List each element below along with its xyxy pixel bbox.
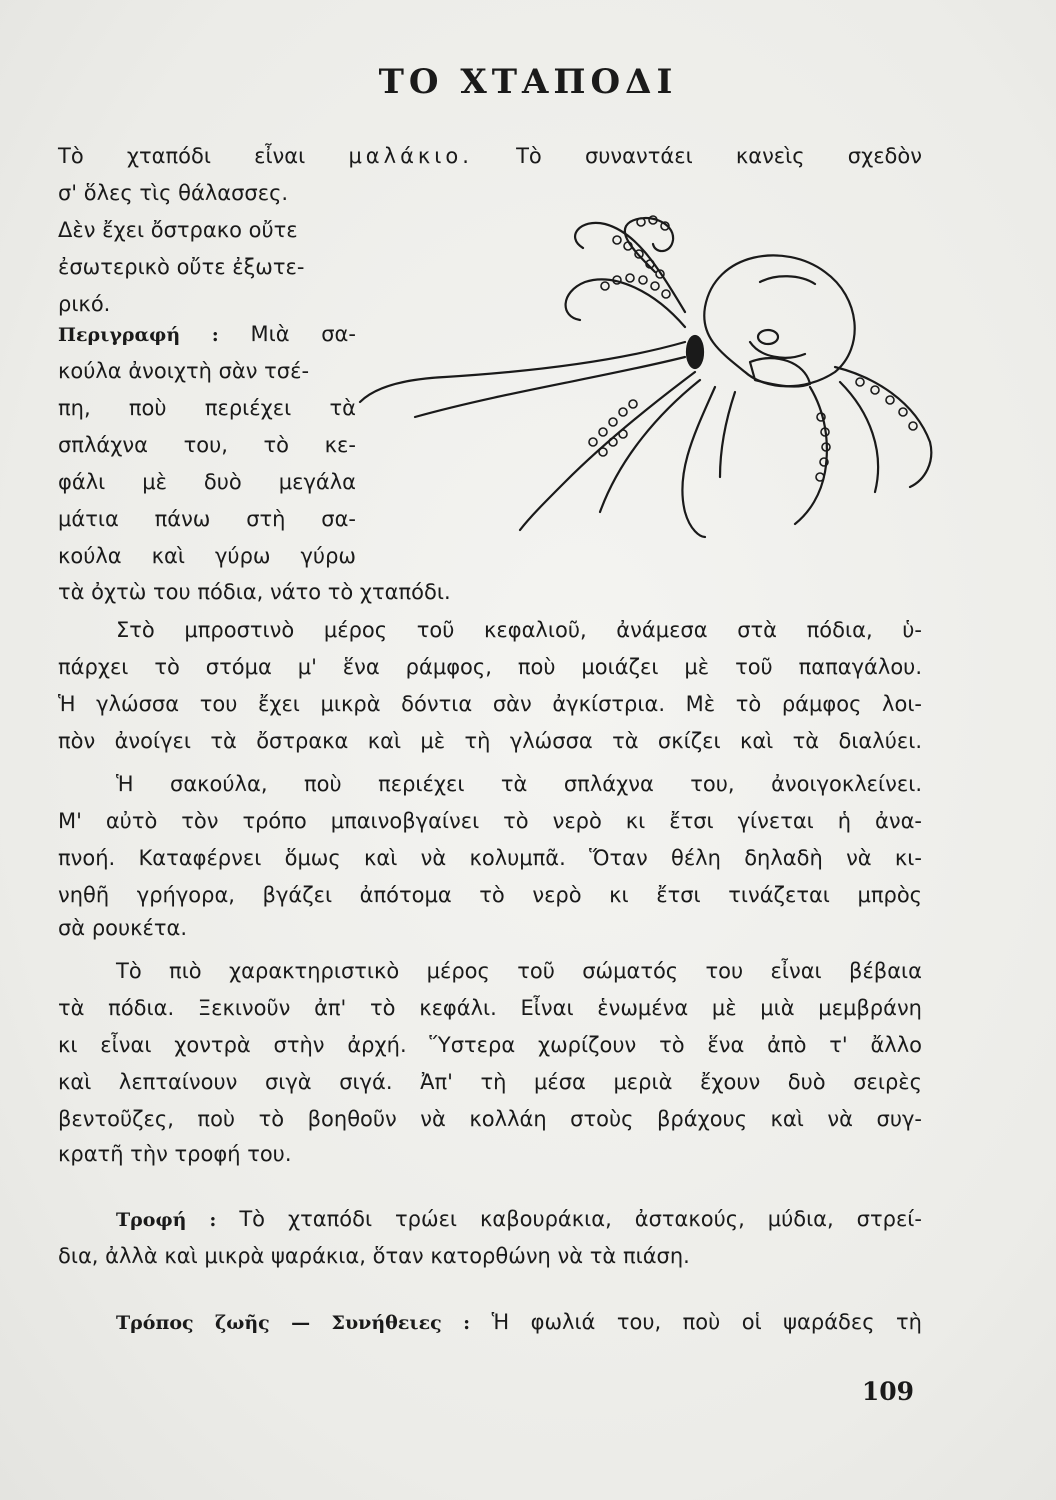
legs-line-3: κι εἶναι χοντρὰ στὴν ἀρχή. Ὕστερα χωρίζουν τὸ ἕνα ἀπὸ τ' ἄλλο <box>58 1033 922 1057</box>
legs-line-5: βεντοῦζες, ποὺ τὸ βοηθοῦν νὰ κολλάη στοὺς βράχους καὶ νὰ συγ- <box>58 1107 922 1131</box>
food-line-2: δια, ἀλλὰ καὶ μικρὰ ψαράκια, ὅταν κατορθώνη νὰ τὰ πιάση. <box>58 1244 690 1268</box>
emphasis-molluscs: μαλάκιο. <box>348 144 473 168</box>
intro-line-2: σ' ὅλες τὶς θάλασσες. <box>58 181 289 205</box>
legs-line-6: κρατῆ τὴν τροφή του. <box>58 1142 292 1166</box>
description-line-4: σπλάχνα του, τὸ κε- <box>58 433 356 457</box>
mouth-line-1: Στὸ μπροστινὸ μέρος τοῦ κεφαλιοῦ, ἀνάμεσα στὰ πόδια, ὑ- <box>116 618 922 642</box>
octopus-arm <box>566 279 685 327</box>
description-line-3: πη, ποὺ περιέχει τὰ <box>58 396 356 420</box>
lifestyle-label: Τρόπος ζωῆς — Συνήθειες : <box>116 1312 471 1334</box>
description-line-5: φάλι μὲ δυὸ μεγάλα <box>58 470 356 494</box>
legs-line-4: καὶ λεπταίνουν σιγὰ σιγά. Ἀπ' τὴ μέσα μεριὰ ἔχουν δυὸ σειρὲς <box>58 1070 922 1094</box>
food-text: Τὸ χταπόδι τρώει καβουράκια, ἀστακούς, μύδια, στρεί- <box>239 1207 922 1231</box>
sack-line-1: Ἡ σακούλα, ποὺ περιέχει τὰ σπλάχνα του, ἀνοιγοκλείνει. <box>116 772 922 796</box>
description-text: Μιὰ σα- <box>250 322 356 346</box>
description-line-2: κούλα ἀνοιχτὴ σὰν τσέ- <box>58 359 310 383</box>
legs-line-2: τὰ πόδια. Ξεκινοῦν ἀπ' τὸ κεφάλι. Εἶναι ἑνωμένα μὲ μιὰ μεμβράνη <box>58 996 922 1020</box>
intro-line-4: ἐσωτερικὸ οὔτε ἐξωτε- <box>58 255 305 279</box>
sack-line-3: πνοή. Καταφέρνει ὅμως καὶ νὰ κολυμπᾶ. Ὅταν θέλη δηλαδὴ νὰ κι- <box>58 846 922 870</box>
sack-line-5: σὰ ρουκέτα. <box>58 916 188 940</box>
intro-line-5: ρικό. <box>58 292 111 316</box>
intro-line-1 <box>58 140 922 172</box>
sack-line-2: Μ' αὐτὸ τὸν τρόπο μπαινοβγαίνει τὸ νερὸ κι ἔτσι γίνεται ἡ ἀνα- <box>58 809 922 833</box>
octopus-mantle <box>704 255 854 386</box>
description-line-7: κούλα καὶ γύρω γύρω <box>58 544 356 568</box>
intro-text: Τὸ συναντάει κανεὶς σχεδὸν <box>516 144 922 168</box>
intro-text: Τὸ χταπόδι εἶναι <box>58 144 306 168</box>
octopus-arm <box>360 342 685 402</box>
food-line-1 <box>58 1203 922 1235</box>
food-label: Τροφή : <box>116 1209 217 1231</box>
lifestyle-line-1 <box>58 1306 922 1338</box>
description-line-8: τὰ ὀχτὼ του πόδια, νάτο τὸ χταπόδι. <box>58 580 451 604</box>
lifestyle-text: Ἡ φωλιά του, ποὺ οἱ ψαράδες τὴ <box>491 1310 922 1334</box>
page-title: ΤΟ ΧΤΑΠΟΔΙ <box>378 62 678 102</box>
description-line-6: μάτια πάνω στὴ σα- <box>58 507 356 531</box>
description-line-1 <box>58 318 356 350</box>
mouth-line-4: πὸν ἀνοίγει τὰ ὄστρακα καὶ μὲ τὴ γλώσσα τὰ σκίζει καὶ τὰ διαλύει. <box>58 729 922 753</box>
legs-line-1: Τὸ πιὸ χαρακτηριστικὸ μέρος τοῦ σώματός του εἶναι βέβαια <box>116 959 922 983</box>
intro-line-3: Δὲν ἔχει ὄστρακο οὔτε <box>58 218 298 242</box>
octopus-arm <box>795 387 827 524</box>
octopus-eye <box>687 336 703 368</box>
page-number: 109 <box>861 1377 914 1406</box>
sack-line-4: νηθῆ γρήγορα, βγάζει ἀπότομα τὸ νερὸ κι ἔτσι τινάζεται μπρὸς <box>58 883 922 907</box>
description-label: Περιγραφή : <box>58 324 219 346</box>
mouth-line-2: πάρχει τὸ στόμα μ' ἕνα ράμφος, ποὺ μοιάζει μὲ τοῦ παπαγάλου. <box>58 655 922 679</box>
mouth-line-3: Ἡ γλώσσα του ἔχει μικρὰ δόντια σὰν ἀγκίστρια. Μὲ τὸ ράμφος λοι- <box>58 692 922 716</box>
octopus-illustration <box>355 212 935 542</box>
